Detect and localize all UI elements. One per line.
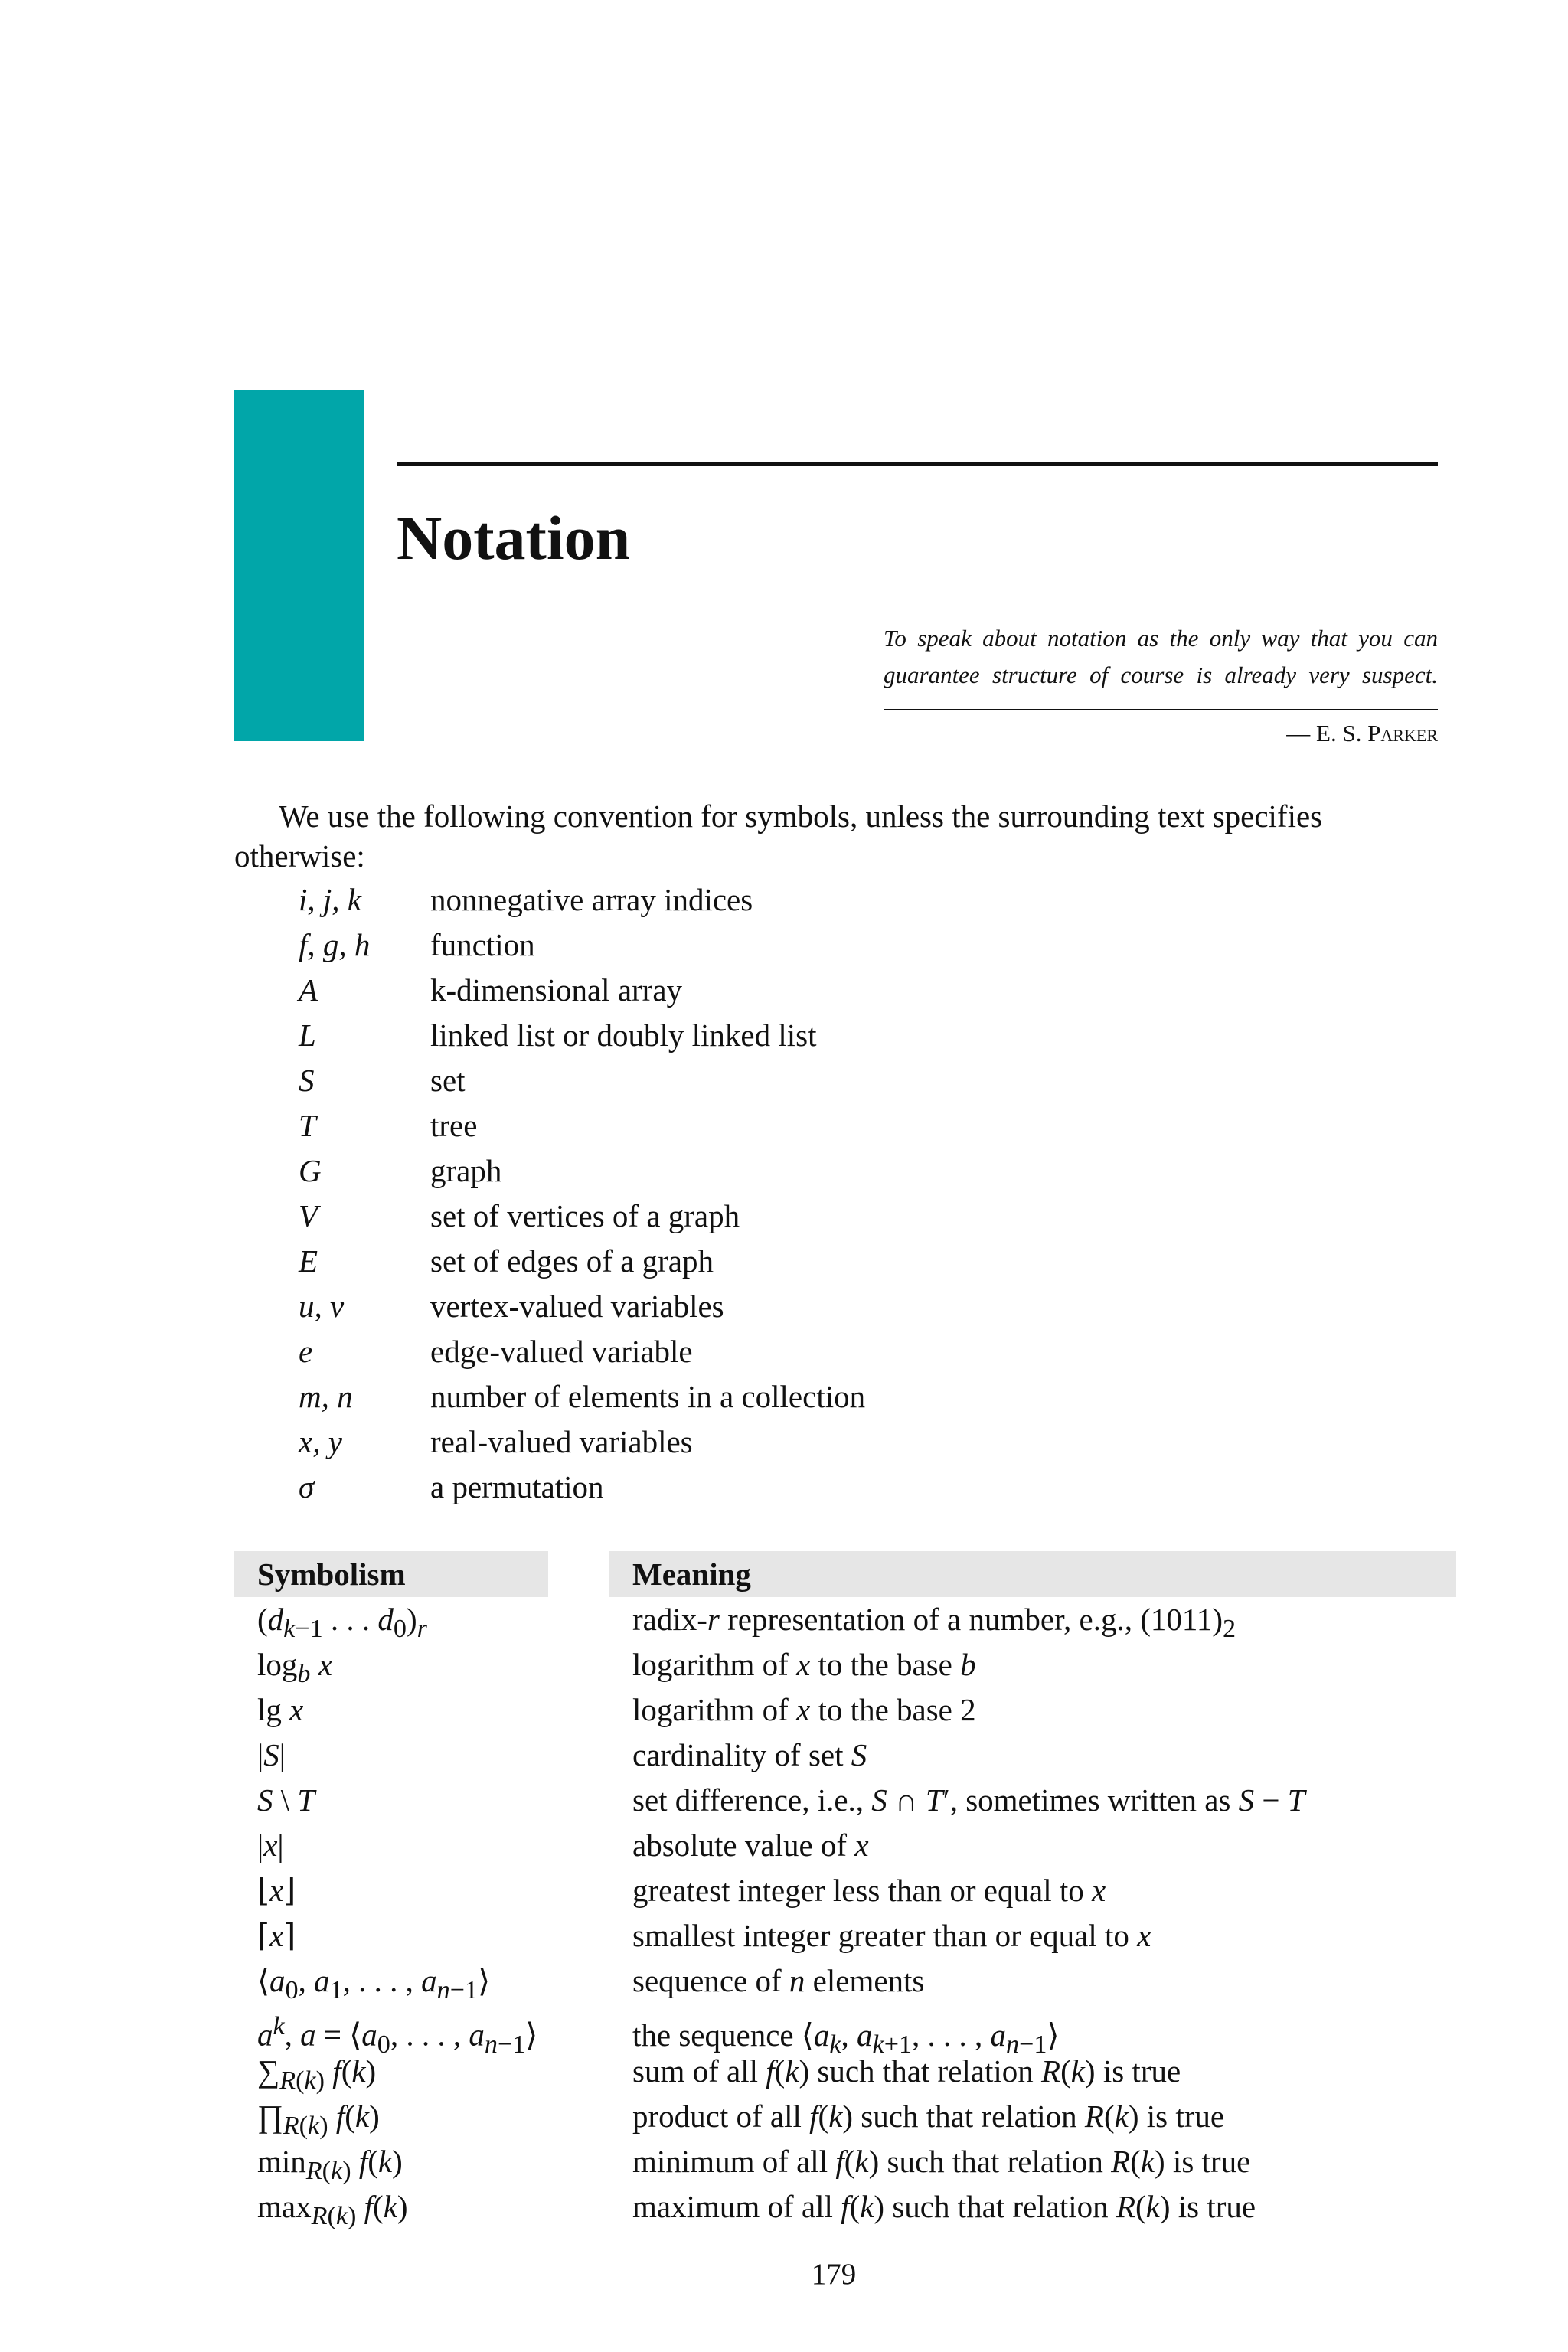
epigraph-attribution <box>1286 718 1438 749</box>
convention-meaning: function <box>430 927 535 962</box>
convention-meaning: number of elements in a collection <box>430 1379 866 1414</box>
table-row <box>234 2049 1305 2094</box>
convention-symbol: e <box>299 1334 313 1369</box>
symbol-cell: $\prod_{R(k)}$ f(k) <box>257 2099 380 2141</box>
symbol-cell: ($d_{k-1}$ . . . $d_0)_r$ <box>257 1602 427 1644</box>
table-row <box>234 1823 1305 1868</box>
convention-symbol: G <box>299 1153 322 1188</box>
symbol-cell: S \ T <box>257 1782 315 1818</box>
convention-meaning: linked list or doubly linked list <box>430 1018 817 1053</box>
convention-meaning: edge-valued variable <box>430 1334 693 1369</box>
header-symbolism: Symbolism <box>257 1557 406 1592</box>
symbol-cell: $\sum_{R(k)}$ f(k) <box>257 2053 377 2096</box>
attribution-name: E. S. Parker <box>1316 720 1438 746</box>
convention-item <box>299 1194 865 1239</box>
convention-meaning: tree <box>430 1108 478 1143</box>
convention-symbol: m, n <box>299 1379 353 1414</box>
table-row <box>234 2184 1305 2230</box>
convention-symbol: S <box>299 1063 315 1098</box>
meaning-cell: radix-r representation of a number, e.g., $(1011)_2$ <box>632 1602 1236 1644</box>
convention-symbol: f, g, h <box>299 927 371 962</box>
intro-paragraph: We use the following convention for symbols, unless the surrounding text specifies otherwise: <box>234 799 1323 874</box>
convention-item <box>299 877 865 923</box>
chapter-accent-block <box>234 390 364 741</box>
meaning-cell: greatest integer less than or equal to x <box>632 1873 1106 1908</box>
meaning-cell: cardinality of set S <box>632 1737 867 1772</box>
symbol-cell: ⌈x⌉ <box>257 1918 296 1953</box>
page-number: 179 <box>811 2258 857 2291</box>
symbol-cell: ⌊x⌋ <box>257 1873 296 1908</box>
meaning-cell: logarithm of x to the base 2 <box>632 1692 976 1727</box>
convention-meaning: real-valued variables <box>430 1424 693 1459</box>
meaning-cell: maximum of all f(k) such that relation R(k) is true <box>632 2189 1256 2224</box>
symbol-cell: lg x <box>257 1692 304 1727</box>
convention-symbol: u, v <box>299 1289 345 1324</box>
convention-symbol: A <box>299 972 318 1008</box>
convention-item <box>299 923 865 968</box>
convention-meaning: k-dimensional array <box>430 972 683 1008</box>
table-row <box>234 1958 1305 2004</box>
convention-item <box>299 1465 865 1510</box>
meaning-cell: absolute value of x <box>632 1828 869 1863</box>
attribution-dash: — <box>1286 720 1317 746</box>
table-row <box>234 2094 1305 2139</box>
table-row <box>234 2139 1305 2184</box>
convention-item <box>299 1239 865 1284</box>
convention-symbol: i, j, k <box>299 882 361 917</box>
convention-item <box>299 1374 865 1419</box>
table-header-row <box>234 1551 1305 1597</box>
convention-symbol: L <box>299 1018 316 1053</box>
convention-symbol: x, y <box>299 1424 342 1459</box>
convention-item <box>299 1284 865 1329</box>
meaning-cell: sum of all f(k) such that relation R(k) is true <box>632 2053 1181 2089</box>
convention-item <box>299 1419 865 1465</box>
epigraph-quote: To speak about notation as the only way that you can guarantee structure of course is already very suspect. <box>884 625 1438 688</box>
meaning-cell: product of all f(k) such that relation R(k) is true <box>632 2099 1225 2134</box>
meaning-cell: smallest integer greater than or equal to x <box>632 1918 1152 1953</box>
epigraph-rule <box>884 709 1438 710</box>
symbolism-table <box>234 1551 1305 2230</box>
convention-symbol: σ <box>299 1469 315 1504</box>
convention-item <box>299 1013 865 1058</box>
symbol-cell: $a^k$, $a = ⟨a_0$, . . . , $a_{n-1}⟩$ <box>257 2012 538 2059</box>
convention-meaning: a permutation <box>430 1469 604 1504</box>
convention-item <box>299 968 865 1013</box>
convention-meaning: set <box>430 1063 466 1098</box>
convention-meaning: nonnegative array indices <box>430 882 753 917</box>
table-row <box>234 1868 1305 1913</box>
convention-meaning: set of edges of a graph <box>430 1243 714 1279</box>
convention-meaning: set of vertices of a graph <box>430 1198 740 1233</box>
convention-list <box>299 877 865 1510</box>
convention-item <box>299 1058 865 1103</box>
convention-item <box>299 1103 865 1148</box>
convention-meaning: graph <box>430 1153 502 1188</box>
meaning-cell: logarithm of x to the base b <box>632 1647 976 1682</box>
meaning-cell: the sequence $⟨a_k$, $a_{k+1}$, . . . , $a_{n-1}⟩$ <box>632 2017 1060 2059</box>
symbol-cell: $\log_b x$ <box>257 1647 332 1689</box>
table-row <box>234 1687 1305 1733</box>
symbol-cell: $\min_{R(k)} f(k)$ <box>257 2144 403 2186</box>
symbol-cell: $\max_{R(k)} f(k)$ <box>257 2189 408 2231</box>
table-row <box>234 1778 1305 1823</box>
table-row <box>234 1733 1305 1778</box>
symbol-cell: $⟨a_0$, $a_1$, . . . , $a_{n-1}⟩$ <box>257 1963 491 2005</box>
symbol-cell: |S| <box>257 1737 286 1772</box>
table-row <box>234 1597 1305 1642</box>
symbol-cell: |x| <box>257 1828 284 1863</box>
title-rule <box>397 462 1438 466</box>
meaning-cell: minimum of all f(k) such that relation R(k) is true <box>632 2144 1251 2179</box>
table-row <box>234 1913 1305 1958</box>
table-row <box>234 2004 1305 2059</box>
convention-symbol: T <box>299 1108 316 1143</box>
convention-symbol: E <box>299 1243 318 1279</box>
convention-item <box>299 1148 865 1194</box>
convention-symbol: V <box>299 1198 318 1233</box>
convention-meaning: vertex-valued variables <box>430 1289 724 1324</box>
convention-item <box>299 1329 865 1374</box>
meaning-cell: set difference, i.e., S ∩ T′, sometimes written as S − T <box>632 1782 1305 1818</box>
meaning-cell: sequence of n elements <box>632 1963 925 1998</box>
header-meaning: Meaning <box>632 1557 751 1592</box>
chapter-title: Notation <box>397 503 631 573</box>
